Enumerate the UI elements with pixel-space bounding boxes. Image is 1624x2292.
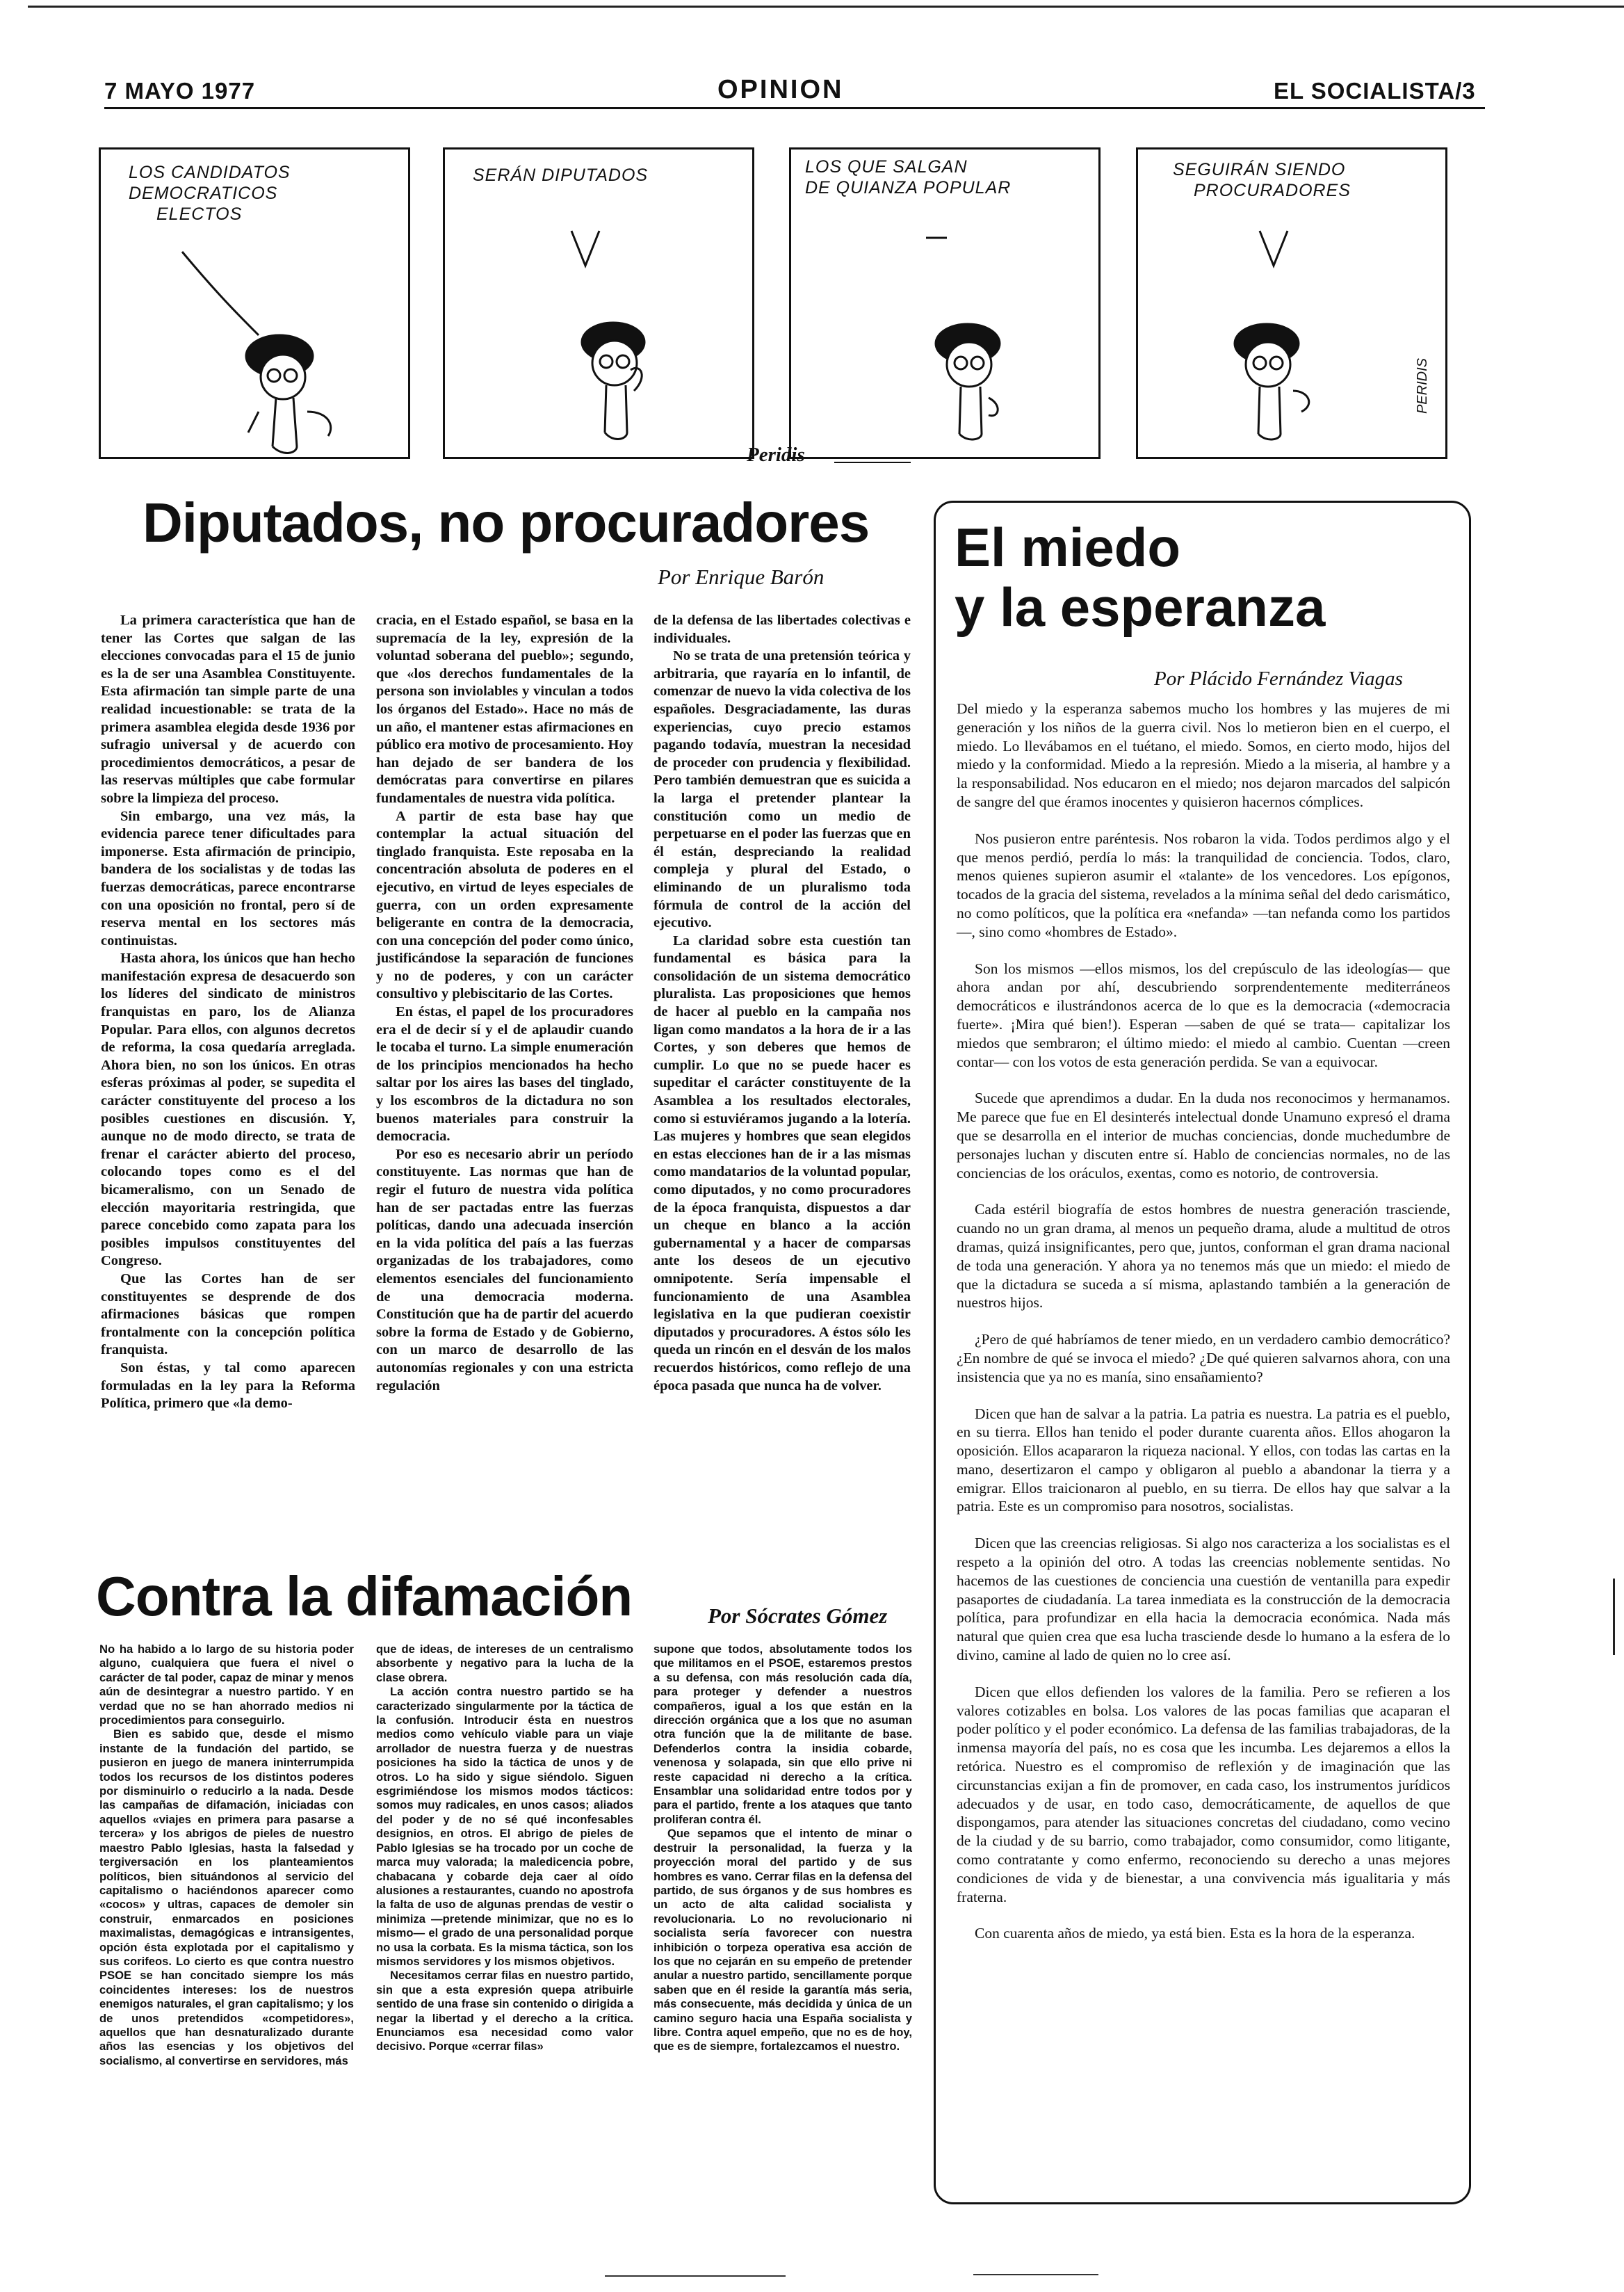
paragraph: Con cuarenta años de miedo, ya está bien. Esta es la hora de la esperanza. [975,1925,1415,1942]
main-article-title: Diputados, no procuradores [143,492,870,554]
bottom-article-byline: Por Sócrates Gómez [708,1604,888,1628]
paragraph: Por eso es necesario abrir un período constituyente. Las normas que han de regir el futuro de nuestra vida política han de ser pactadas entre las fuerzas políticas, dando una adecuada inserción en la vida política del país a las fuerzas organizadas de los trabajadores, como elementos esenciales del funcionamiento de una democracia moderna. Constitución que ha de partir del acuerdo sobre la forma de Estado y de Gobierno, con un marco de desarrollo de las autonomías regionales y con una estricta regulación [376,1146,633,1394]
cartoon-figures [99,147,1489,459]
main-article-column-1 [101,612,355,1413]
side-article-byline: Por Plácido Fernández Viagas [1154,668,1403,690]
figure-3 [926,238,1000,439]
header-date: 7 MAYO 1977 [104,78,256,104]
paragraph: Nos pusieron entre paréntesis. Nos robaron la vida. Todos perdimos algo y el que menos perdió, perdía lo más: la tranquilidad de conciencia. Todos, claro, menos quienes supieron asumir el «talante» de los vencedores. Los epígonos, tocados de la gracia del sistema, revelados a la mínima señal del dedo carismático, no como políticos, que la política era «nefanda» —tan nefanda como los partidos—, sino como «hombres de Estado». [957,830,1450,940]
paragraph: Necesitamos cerrar filas en nuestro partido, sin que a esta expresión quepa atribuirle sentido de una frase sin contenido o dirigida a negar la libertad y el derecho a la crítica. Enunciamos esa necesidad como valor decisivo. Porque «cerrar filas» [376,1969,633,2053]
paragraph: Bien es sabido que, desde el mismo instante de la fundación del partido, se pusieron en juego de manera ininterrumpida todos los recursos de los distintos poderes por disminuirlo o reducirlo a la nada. Desde las campañas de difamación, iniciadas con aquellos «viajes en primera para pasarse a tercera» y los abrigos de pieles de nuestro maestro Pablo Iglesias, hasta la falsedad y tergiversación en los planteamientos políticos, bien situándonos al servicio del capitalismo o haciéndonos aparecer como «cocos» y ultras, capaces de demoler sin construir, enmarcados en posiciones maximalistas, demagógicas e intransigentes, opción ésta explotada por el capitalismo y sus corifeos. Lo cierto es que contra nuestro PSOE se han concitado siempre los más coincidentes intereses: los de nuestros enemigos naturales, el gran capitalismo; y los de unos pretendidos «competidores», aquellos que han desnaturalizado durante años las esencias y los objetivos del socialismo, al convertirse en servidores, más [99,1727,354,2067]
side-article-title-line-1: El miedo [955,517,1181,578]
main-article-column-3 [653,612,911,1395]
paragraph: Son los mismos —ellos mismos, los del crepúsculo de las ideologías— que ahora andan por ahí, descubriendo sorprendentemente mediterráneos democráticos e ilustrándonos acerca de lo que es la democracia («democracia fuerte». ¡Mira qué bien!). Esperan —saben de qué se trata— capitalizar los miedos que sembraron; el último miedo: el miedo al cambio. Cuentan —creen contar— con los votos de esta generación perdida. Se van a equivocar. [957,960,1450,1070]
paragraph: Sin embargo, una vez más, la evidencia parece tener dificultades para imponerse. Esta afirmación de principio, bandera de los socialistas y de todas las fuerzas democráticas, parece encontrarse con una oposición no frontal, pero sí de reserva mental en los sectores más continuistas. [101,808,355,949]
paragraph: ¿Pero de qué habríamos de tener miedo, en un verdadero cambio democrático? ¿En nombre de qué se invoca el miedo? ¿De qué quieren salvarnos ahora, con una insistencia que ya no es manía, sino ensañamiento? [957,1331,1450,1385]
cartoon-signature: Peridis [747,444,805,466]
paragraph: de la defensa de las libertades colectivas e individuales. [653,613,911,646]
panel-signature: PERIDIS [1415,358,1430,414]
speech-bubble-4: SEGUIRÁN SIENDO PROCURADORES [1173,160,1351,200]
paragraph: Sucede que aprendimos a dudar. En la duda nos reconocimos y hermanamos. Me parece que fue en El desinterés intelectual donde Unamuno expresó el drama que se desarrolla en el interior de muchas conciencias, donde muchedumbre de personajes luchan y discuten entre sí. Hablo de conciencias normales, no de las conciencias de los oráculos, exentas, como es notorio, de controversia. [957,1090,1450,1181]
bottom-article-column-3 [653,1643,912,2054]
paragraph: Que las Cortes han de ser constituyentes se desprende de dos afirmaciones básicas que rompen frontalmente con la concepción política franquista. [101,1270,355,1358]
paragraph: A partir de esta base hay que contemplar la actual situación del tinglado franquista. Este reposaba en la concentración absoluta de poderes en el ejecutivo, en virtud de leyes especiales de guerra, con un orden expresamente beligerante en contra de la democracia, con una concepción del poder como único, justificándose la separación de funciones y no de poderes, y con un carácter consultivo y plebiscitario de las Cortes. [376,808,633,1002]
paragraph: Que sepamos que el intento de minar o destruir la personalidad, la fuerza y la proyección moral del partido y de sus hombres es vano. Cerrar filas en la defensa del partido, de sus órganos y de sus hombres es un acto de alta calidad socialista y revolucionaria. Lo no revolucionario ni socialista sería favorecer con nuestra inhibición o torpeza operativa esa acción de los que no cejarán en su empeño de pretender anular a nuestro partido, sencillamente porque saben que en él reside la garantía más seria, más consecuente, más decidida y única de un camino seguro hacia una España socialista y libre. Contra aquel empeño, que no es de hoy, que es de siempre, fortalezcamos el nuestro. [653,1827,912,2053]
bottom-article-title: Contra la difamación [96,1565,633,1627]
paragraph: La claridad sobre esta cuestión tan fundamental es básica para la consolidación de un sistema democrático pluralista. Las proposiciones que hemos de hacer al pueblo en la campaña nos ligan como mandatos a la hora de ir a las Cortes, y son deberes que hemos de cumplir. Lo que no se puede hacer es supeditar el carácter constituyente de la Asamblea a los resultados electorales, como si estuviéramos jugando a la lotería. Las mujeres y hombres que sean elegidos en estas elecciones han de ir a las mismas como mandatarios de la voluntad popular, como diputados, y no como procuradores de la época franquista, dispuestos a dar un cheque en blanco a la acción gubernamental y a hacer de comparsas ante los deseos de un ejecutivo omnipotente. Sería impensable el funcionamiento de una Asamblea legislativa en la que pudieran coexistir diputados y procuradores. A éstos sólo les queda un rincón en el desván de los malos recuerdos históricos, como reflejo de una época pasada que nunca ha de volver. [653,933,911,1394]
paragraph: cracia, en el Estado español, se basa en la supremacía de la ley, expresión de la voluntad soberana del pueblo»; segundo, que «los derechos fundamentales de la persona son inviolables y vinculan a todos los órganos del Estado». Hace no más de un año, el mantener estas afirmaciones en público era motivo de procesamiento. Hoy han dejado de ser bandera de los demócratas para convertirse en pilares fundamentales de nuestra vida política. [376,613,633,806]
main-article-byline: Por Enrique Barón [658,565,825,589]
paragraph: Dicen que han de salvar a la patria. La patria es nuestra. La patria es el pueblo, en su tierra. Ellos han tenido el poder durante cuarenta años. Ellos ahogaron la oposición. Ellos acapararon la riqueza nacional. Y ellos, con todas las cartas en la mano, desertizaron el campo y obligaron al pueblo a abandonar la tierra y a emigrar. Ellos traicionaron al pueblo, en su tierra. De ellos hay que salvar a la patria. Este es un compromiso para nosotros, socialistas. [957,1405,1450,1515]
speech-bubble-2: SERÁN DIPUTADOS [473,166,649,185]
figure-4 [1235,231,1309,439]
paragraph: Son éstas, y tal como aparecen formuladas en la ley para la Reforma Política, primero que «la demo- [101,1359,355,1412]
margin-mark [1613,1579,1615,1655]
paragraph: que de ideas, de intereses de un centralismo absorbente y negativo para la lucha de la clase obrera. [376,1643,633,1684]
side-article-title-line-2: y la esperanza [955,576,1326,638]
publication-name: EL SOCIALISTA/3 [1274,78,1476,104]
figure-1 [182,252,331,453]
header-rule [104,107,1485,109]
speech-bubble-1: LOS CANDIDATOS DEMOCRATICOS ELECTOS [129,163,291,224]
print-speck [973,2274,1098,2275]
paragraph: Hasta ahora, los únicos que han hecho manifestación expresa de desacuerdo son los líderes del sindicato de ministros franquistas en paro, los de Alianza Popular. Para ellos, con algunos decretos de reforma, la cosa quedaría arreglada. Ahora bien, no son los únicos. En otras esferas próximas al poder, se supedita el carácter constituyente del proceso a los posibles cuestiones en discusión. Y, aunque no de modo directo, se trata de frenar el carácter abierto del proceso, colocando topes como es el del bicameralismo, con un Senado de elección mayoritaria restringida, que parece concebido como zapata para los posibles impulsos constituyentes del Congreso. [101,951,355,1269]
main-article-column-2 [376,612,633,1395]
speech-bubble-3: LOS QUE SALGAN DE QUIANZA POPULAR [805,157,1012,197]
bubble-tail-4 [1260,231,1288,266]
paragraph: Dicen que las creencias religiosas. Si algo nos caracteriza a los socialistas es el respeto a la opinión del otro. A todas las creencias noblemente sentidas. No hacemos de las cuestiones de conciencia una cuestión de ventanilla para expedir pasaportes de ciudadanía. La tarea inmediata es la construcción de la democracia política, para profundizar en ella hacia la democracia económica. Nada más natural que quien crea que esa lucha trasciende desde lo humano a la esfera de lo divino, camine al lado de quien no lo cree así. [957,1535,1450,1664]
paragraph: La primera característica que han de tener las Cortes que salgan de las elecciones convocadas para el 15 de junio es la de ser una Asamblea Constituyente. Esta afirmación tan simple parte de una realidad incuestionable: se trata de la primera asamblea elegida desde 1936 por sufragio universal y de acuerdo con procedimientos democráticos, a pesar de las reservas múltiples que cabe formular sobre la limpieza del proceso. [101,613,355,806]
top-rule [28,6,1624,8]
paragraph: supone que todos, absolutamente todos los que militamos en el PSOE, estaremos prestos a su defensa, con más resolución cada día, para proteger y defender a nuestros compañeros, igual a los que están en la dirección orgánica que a los que no asuman otra función que la de militante de base. Defenderlos contra la insidia cobarde, venenosa y solapada, sin que ello prive ni reste capacidad ni derecho a la crítica. Ensamblar una solidaridad entre todos por y para el partido, frente a los ataques que tanto proliferan contra él. [653,1643,912,1826]
paragraph: La acción contra nuestro partido se ha caracterizado singularmente por la táctica de la confusión. Introducir ésta en nuestros medios como vehículo viable para un viaje arrollador de nuestra fuerza y de nuestras posiciones ha sido la táctica de unos y de otros. Lo ha sido y sigue siéndolo. Siguen esgrimiéndose los mismos modos tácticos: somos muy radicales, en unos casos; aliados del poder y de no sé qué inconfesables designios, en otros. El abrigo de pieles de Pablo Iglesias se ha trocado por un coche de marca muy valorada; la maledicencia pobre, chabacana y cobarde deja caer al oído alusiones a restaurantes, cuando no apostrofa la falta de uso de algunas prendas de vestir o minimiza —pretende minimizar, que no es lo mismo— el grado de una personalidad porque no usa la corbata. Es la misma táctica, son los mismos servidores y los mismos objetivos. [376,1685,633,1968]
side-article-body [957,700,1450,1961]
paragraph: Cada estéril biografía de estos hombres de nuestra generación trasciende, cuando no un gran drama, al menos un pequeño drama, alude a multitud de otros dramas, quizá insignificantes, pero que, juntos, conforman el gran drama nacional de toda una generación. Y ahora ya no tenemos más que un miedo: el miedo de que la dictadura se suceda a sí misma, aplastando también a la generación de nuestros hijos. [957,1201,1450,1312]
paragraph: No ha habido a lo largo de su historia poder alguno, cualquiera que fuera el nivel o carácter de tal poder, capaz de minar y menos aún de desintegrar a nuestro partido. Y en verdad que no se han ahorrado medios ni procedimientos para conseguirlo. [99,1643,354,1727]
bottom-article-column-2 [376,1643,633,2054]
signature-rule [834,462,911,463]
figure-2 [571,231,644,439]
bubble-tail-1 [182,252,259,335]
print-speck [605,2275,786,2277]
paragraph: Dicen que ellos defienden los valores de la familia. Pero se refieren a los valores cotizables en bolsa. Los valores de las pocas familias que acaparan el poder político y el poder económico. La defensa de las familias trabajadoras, de la inmensa mayoría del país, no es cosa que les incumba. Les dejaremos a ellos la retórica. Nuestro es el compromiso de reflexión y de imaginación que las circunstancias exijan a fin de promover, en cada caso, los instrumentos jurídicos adecuados y de usar, en todo caso, democráticamente, de aquellos de que dispongamos, para atender las situaciones concretas del ciudadano, como vecino de la ciudad y de su barrio, como trabajador, como consumidor, como litigante, como contratante y como enfermo, reconociendo su derecho a unas mejores condiciones de vida y de bienestar, a una convivencia más igualitaria y más fraterna. [957,1683,1450,1905]
bubble-tail-2 [571,231,599,266]
paragraph: En éstas, el papel de los procuradores era el de decir sí y el de aplaudir cuando le tocaba el turno. La simple enumeración de los principios mencionados ha hecho saltar por los aires las bases del tinglado, y los escombros de la dictadura no son buenos materiales para construir la democracia. [376,1004,633,1145]
paragraph: Del miedo y la esperanza sabemos mucho los hombres y las mujeres de mi generación y los niños de la guerra civil. Nos lo metieron bien en el cuerpo, el miedo. Lo llevábamos en el tuétano, el miedo. Somos, en cierto modo, hijos del miedo y la conformidad. Miedo a la represión. Miedo a la miseria, al hambre y a la responsabilidad. Nos educaron en el miedo; nos dejaron marcados del salpicón de sangre del que éramos inocentes y quisieron hacernos cómplices. [957,700,1450,810]
paragraph: No se trata de una pretensión teórica y arbitraria, que rayaría en lo infantil, de comenzar de nuevo la vida colectiva de los españoles. Desgraciadamente, las duras experiencias, cuyo precio estamos pagando todavía, muestran la necesidad de proceder con prudencia y flexibilidad. Pero también demuestran que es suicida a la larga el pretender plantear la constitución como un medio de perpetuarse en el poder las fuerzas que en él están, despreciando la realidad compleja y plural del Estado, o eliminando de un pluralismo toda fórmula de control de la acción del ejecutivo. [653,648,911,931]
bottom-article-column-1 [99,1643,354,2068]
section-title: OPINION [717,75,844,104]
